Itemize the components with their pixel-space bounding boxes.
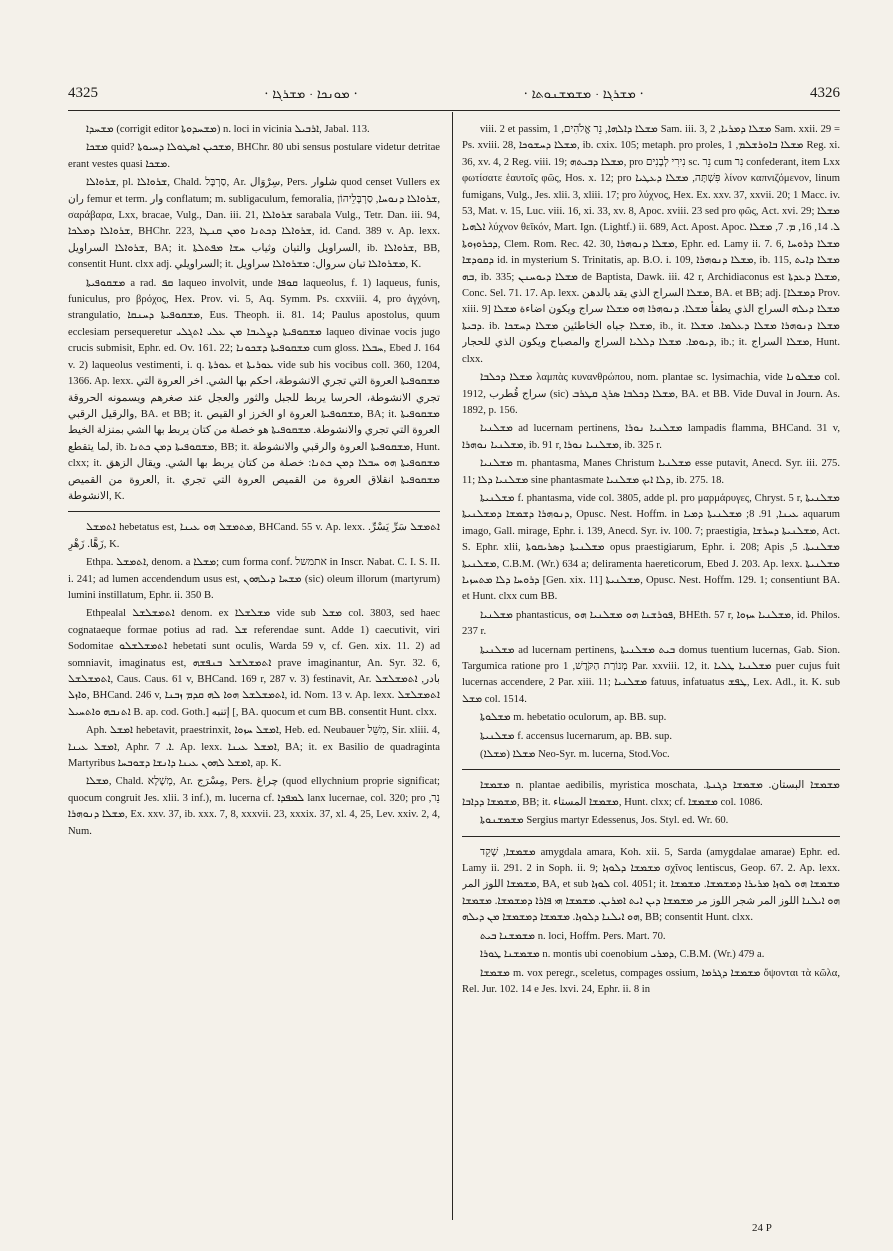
dictionary-entry: ܡܫܠܢܝܐ ad lucernam pertinens, ܡܫܠܢܝܐ ܢܘܪܐ lampadis flamma, BHCand. 31 v, ܡܫܠܢܝܐ ܢܘܗܪܐ, ib. 91 r, ܡܫܠܢܝܐ ܢܘܪܐ, ib. 325 r. bbox=[462, 423, 840, 451]
dictionary-entry: ܫܪܘܐܠܐ, pl. ܫܪܘܐܠܐ, Chald. סַרְבָּל, Ar. سِرْوَال, Pers. شلوار quod censet Vullers ex ران femur et term. وار conflatum; m. subligaculum, femoralia, ܫܪܘܐܠܐ ܕܢܘܚܐ, סַרְבָּלֵיהוֹן, σαράβαρα, Lxx, bracae, Vulg., Dan. iii. 21, ܫܪܘܐܠܐ sarabala Vulg., Tetr. Dan. iii. 94, ܫܪܘܐܠܐ ܕܡܠܟܐ, BHChr. 223, ܫܪܘܐܠܐ ܕܟܬܢܐ ܘܡܢ ܩܢܛܐ, id. Cand. 389 v. Ap. lexx. ܫܪܘܐܠܐ السراويل, BA; it. السراويل والتبان وثياب ܚܫܐ ܡܦܬܠܬܐ, ib. ܫܪܘܐܠܐ, BB, consentit Hunt. clxx adj. السراويلي; it. ܡܫܪܘܐܠܐ تبان سروال: ܡܫܪܘܐܠܐ سراويل, K. bbox=[68, 177, 440, 271]
left-page-number: 4325 bbox=[68, 84, 98, 101]
dictionary-entry: ܡܫܩܘܦܝܬܐ a rad. ܩܦ laqueo involvit, unde ܩܘܦܐ laqueolus, f. 1) laqueus, funis, funiculus, pro βρόχος, Hex. Prov. vi. 5, Aq. Symm. Ps. cxxviii. 4, pro ἀγχόνη, strangulatio, ܡܫܩܘܦܝܬܐ ܕܚܢܩܐ, Eus. Theoph. ii. 81. 14; Paulus apostolus, quum ecclesiam persequeretur ܡܫܩܘܦܝܬܐ ܕܨܠܝܒܐ ܡܢ ܥܠܝ ܐܬܓܠܝ laqueo divinae vocis jugo crucis submisit, Ephr. ed. Ov. 161. 22; ܡܫܩܘܦܝܬܐ ܕܫܟܘܢܐ cum gloss. ܚܒܠܐ, Ebed J. 164 v. 2) laqueolus vestimenti, i. q. ܥܘܪܬܐ et ܥܘܪܝܬܐ vide sub his vocibus coll. 360, 1204, 1366. Ap. lexx. ܡܫܩܘܦܝܬܐ العروة التي تجري الانشوطة، احكم بها الشي. اخر العروة التي تجري الانشوطة، الحرسا يربط للجبل والثور والعجل عند صغرهم ويسمونه الحروقة والرقيل الرقبي, BA. et BB; it. ܡܫܩܘܦܝܬܐ العروة او الخرز او القيص, BA; it. ܡܫܩܘܦܝܬܐ العروة التي تجري والانشوطة. ܡܫܩܘܦܝܬܐ هو خصلة من كتان يربط بها الشي بمنزلة الخيط لما يتقطع, ib. ܡܫܩܘܦܝܬܐ ܕܡܢ ܟܬܢܐ, BB; it. ܡܫܩܘܦܝܬܐ العروة والرقبي والانشوطة, Hunt. clxx; it. ܡܫܩܘܦܝܬܐ ܗܘ ܚܒܠܐ ܕܡܢ ܟܬܢܐ: خصلة من كتان يربط بها الشي. ويقال الزهق العروة من القميص, it. ܡܫܩܘܦܝܬܐ انقلاق العروة من القميص العروة التي تجري الانشوطة, K. bbox=[68, 276, 440, 513]
dictionary-entry: Ethpealal ܐܬܡܫܠܫܠ denom. ex ܡܫܠܫܠܐ vide sub ܡܫܠ col. 3803, sed haec cognataeque formae potius ad rad. ܫܠ referendae sunt. Adde 1) caecutivit, viri Sodomitae ܐܬܡܫܠܫܠܘ hebetati sunt oculis, Warda 59 v, cf. Gen. xix. 11. 2) ad somniavit, imaginatus est, ܐܬܡܫܠܫܠ ܒܢܦܫܗ prave imaginantur, An. Syr. 32. 6, ܐܬܡܫܠܫܠ, Caus. Caus. 61 v, BHCand. 169 r, 287 v. 3) festinavit, Ar. بادر, ܐܬܡܫܠܫܠ ܘܐܙܠ, BHCand. 246 v, ܐܬܡܫܠܫܠ ܗܘܐ ܠܗ ܩܕܡ ܙܒܢܐ, id. Nom. 13 v. Ap. lexx. ܐܬܡܫܠܫܠ ܐܬܢܒܗ ܘܐܬܚܝܠ B. ap. cod. Goth.] إتنبه [, BA. quocum et cum BB. consentit Hunt. clxx. bbox=[68, 608, 440, 718]
dictionary-entry: Ethpa. ܐܬܡܫܠ, denom. a ܡܫܠܐ; cum forma conf. אתמשל in Inscr. Nabat. C. I. S. II. i. 241; ad lumen accendendum usus est, ܡܫܚܐ ܕܝܠܗܘܢ (sic) oleum illorum (martyrum) lumini instillatum, Ephr. ii. 350 B. bbox=[68, 557, 440, 601]
dictionary-entry: ܡܫܡܫܢܘܬܐ Sergius martyr Edessenus, Jos. Styl. ed. Wr. 60. bbox=[462, 813, 840, 836]
dictionary-entry: ܡܫܠܢܝܬܐ f. accensus lucernarum, ap. BB. sup. bbox=[480, 730, 672, 742]
signature-mark: 24 P bbox=[752, 1222, 772, 1234]
dictionary-entry: ܡܫܡܫܐ m. vox peregr., sceletus, compages ossium, ܡܫܡܫܐ ܕܓܪܡܐ ὄψονται τὰ κῶλα, Rel. Jur. 102. 14 e Jes. lxvi. 24, Ephr. ii. 8 in bbox=[462, 967, 840, 995]
dictionary-entry: ܡܫܟܐ quid? ܡܫܟܝܢ ܐܣܛܘܠܐ ܕܚܝܘܬܐ, BHChr. 80 ubi sensus postulare videtur detritae erant vestes quasi ܡܫܟܐ. bbox=[68, 142, 440, 170]
right-column bbox=[462, 122, 840, 1220]
dictionary-entry: ܡܫܡܫܐ n. plantae aedibilis, myristica moschata, ܡܫܡܫܐ البستان. ܡܫܡܫܐ ܕܓܢܬܐ. ܡܫܡܫܐ ܕܕܐܒܐ, BB; it. ܡܫܡܫܐ المستاء, Hunt. clxx; cf. ܡܫܡܫܐ col. 1086. bbox=[462, 780, 840, 808]
header-rule bbox=[68, 110, 840, 111]
dictionary-entry: ܡܫܠܢܝܬܐ f. phantasma, vide col. 3805, adde pl. pro μαρμάρυγες, Chryst. 5 r, ܡܫܠܢܝܬܐ ܕܢܘܗܪܐ ܕܫܡܫܐ ܕܡܫܠܢܝܬܐ, Opusc. Nest. Hoffm. in ܥܝܢܐ, 91. 8; ܡܫܠܢܝܬܐ ܕܡܝܐ aquarum imago, Gall. mirage, Ephr. i. 139, Anecd. Syr. iv. 100. 7; praestigia, ܡܫܠܢܝܬܐ ܕܚܪܫܐ, Act. S. Ephr. xlii, ܡܫܠܢܝܬܐ ܕܣܪܝܩܘܬܐ opus praestigiarum, Ephr. i. 208; Apis ܡܫܠܢܝܬܐ. 5, ܡܫܠܢܝܬܐ, C.B.M. (Wr.) 634 a; deliramenta haereticorum, Ebed J. 203. Ap. lexx. ܡܫܠܢܝܬܐ ܕܪܘܚܐ ܕܠܐ ܡܬܚܙܝܐ [Gen. xix. 11] ܡܫܠܢܝܬܐ, Opusc. Nest. Hoffm. 129. 1; consentiunt BA. et Hunt. clxx cum BB. bbox=[462, 492, 840, 603]
dictionary-entry: ܡܫܠܐ (ܡܫܠܐ) Neo-Syr. m. lucerna, Stod.Voc. bbox=[462, 747, 840, 770]
dictionary-entry: ܡܫܠܐ ܕܟܠܒܐ λαμπὰς κυνανθρώπου, nom. plantae sc. lysimachia, vide ܡܫܠܘܢܐ col. 1912, سراج قُطرب (sic) ܡܫܠܐ ܕܟܠܒܐ ܣܪܓ ܩܛܪܒ, BA. et BB. Vide Duval in Journ. As. 1892, p. 156. bbox=[462, 372, 840, 416]
left-running-title: ⸱ ܡܘܢܟܐ ⸱ ܡܫܪܓܐ ⸱ bbox=[264, 87, 358, 102]
dictionary-entry: ܡܫܡܫܢܐ ܒܝܬ n. loci, Hoffm. Pers. Mart. 70. bbox=[480, 930, 666, 942]
dictionary-entry: ܡܫܠܘܬܐ m. hebetatio oculorum, ap. BB. sup. bbox=[480, 712, 667, 724]
dictionary-entry: Aph. ܐܡܫܠ hebetavit, praestrinxit, ܐܡܫܠ ܚܙܘܐ, Heb. ed. Neubauer מִשֵּׁל, Sir. xliii. 4, ܐܡܫܠ ܥܝܢܐ, Aphr. ܐ. 7. Ap. lexx. ܐܡܫܠ ܥܝܢܐ, BA; it. ex Basilio de quadraginta Martyribus ܐܡܫܠ ܠܗܘܢ ܥܝܢܐ ܕܐܢܫܐ ܕܫܘܒܚܐ, ap. K. bbox=[68, 725, 440, 770]
dictionary-entry: ܡܫܡܫܐ, שָׁקֵד amygdala amara, Koh. xii. 5, Sarda (amygdalae amarae) Ephr. ed. Lamy ii. 291. 2 in Soph. ii. 9; ܡܫܡܫܐ ܕܠܘܙܐ σχῖνος lentiscus, Geop. 67. 2. Ap. lexx. ܡܫܡܫܐ اللوز المر, BA, et sub ܠܘܙܐ col. 4051; it. ܡܫܡܫܐ ܗܘ ܠܘܙܐ ܡܪܝܪܐ ܕܡܫܡܫܐ. ܡܫܡܫܐ ܗܘ ܐܝܠܢܐ اللوز المر شجر اللوز مر ܡܫܡܫܐ ܕܝܢ ܐܝܬ ܐܡܪܝܢ. ܡܫܡܫܐ ܗܝ ܦܐܪܐ ܕܡܫܡܫܐ. ܡܫܡܫܐ ܗܘ ܐܝܠܢܐ ܕܠܘܙܐ. ܡܫܡܫܐ ܕܡܫܡܫܐ ܡܢ ܕܝܠܗ, BB; consentit Hunt. clxx. bbox=[462, 846, 840, 924]
column-divider bbox=[452, 112, 453, 1220]
dictionary-entry: ܐܬܡܫܠ hebetatus est, ܡܬܡܫܠ ܗܘ ܥܝܢܐ, BHCand. 55 v. Ap. lexx. ܐܬܡܫܠ سَرِّ يَسْرِّ. زَهَّا. زَهْرِ, K. bbox=[68, 522, 440, 550]
dictionary-entry: ܡܫܠܢܝܐ m. phantasma, Manes Christum ܡܫܠܢܝܐ esse putavit, Anecd. Syr. iii. 275. 11; ܡܫܠܢܝܐ ܕܠܐ sine phantasmate ܕܠܐ ܐܝܟ ܡܫܠܢܝܐ, ib. 275. 18. bbox=[462, 458, 840, 486]
right-page-number: 4326 bbox=[810, 84, 840, 101]
dictionary-entry: viii. 2 et passim, ܡܫܠܐ ܕܐܠܗܐ, נֵר אֱלֹהִים, 1 Sam. iii. 3, ܡܫܠܐ ܕܡܪܝܐ, 2 Sam. xxii. 29 = Ps. xviii. 28, ܡܫܠܐ ܕܚܫܘܟܐ, ib. cxix. 105; metaph. pro proles, ܡܫܠܐ ܒܐܘܪܫܠܡ, 1 Reg. xi. 36, xv. 4, 2 Reg. viii. 19; ܡܫܠܐ ܕܒܝܬܗ, pro נִירִי לְבָנִים sc. נֵר cum נִר confederant, item Lxx φωτίσατε ἑαυτοῖς φῶς, Hos. x. 12; pro פִּשְׁתָּה, ܡܫܠܐ ܕܥܛܝܐ λίνον καπνιζόμενον, linum fumigans, Vulg., Jes. xlii. 3, xliii. 17; pro λύχνος, Hex. Ex. xxv. 37, xxvii. 20; 1 Macc. iv. 53, Mat. v. 15, Luc. viii. 16, xi. 33, xv. 8, Apoc. xviii. 23 sed pro φῶς, Act. xvi. 29; ܡܫܠܐ ܐܠܗܝܐ λύχνον θεῖκόν, Mart. Ign. (Lightf.) ii. 689, Act. Apost. Apoc. ܠ. 14, 16, ܡ. 7, ܡܫܠܐ ܕܟܪܘܙܘܬܐ, Clem. Rom. Rec. 42. 30, ܡܫܠܐ ܕܢܘܗܪܐ, Ephr. ed. Lamy ii. 7. 6, ܡܫܠܐ ܕܪܘܚܐ ܕܩܘܕܫܐ id. in mysterium S. Trinitatis, ap. B.O. i. 109, ܡܫܠܐ ܕܢܘܗܪܐ, ib. 115, ܡܫܠܐ ܕܐܝܬ ܒܗ, ib. 335; ܡܫܠܐ ܕܝܘܚܢܢ de Baptista, Dawk. iii. 42 r, Archidiaconus est ܡܫܠܐ ܕܥܕܬܐ, Conc. Sel. 71. 17. Ap. lexx. ܡܫܠܐ السراج الذي يقد بالدهن, BA. et BB; adj. [ܕܡܫܠܐ Prov. xiii. 9] ܡܫܠܐ ܕܝܠܗ السراج الذي يطفأ ܡܫܠܐ. ܕܢܘܗܪܐ ܗܘ ܡܫܠܐ سراج ويكون اضاءة ܡܫܠܐ ܕܒܝܬܐ. ib. ܡܫܠܐ جباه الخاطئين ܡܫܠܐ ܕܚܫܟܐ, ib., it. ܡܫܠܐ ܕܢܘܗܪܐ ܡܫܠܐ ܕܥܠܡܐ. ܡܫܠܐ ܕܝܘܡܐ. ܡܫܠܐ ܕܠܠܝܐ السراج والمصباح ويكون الذي للحجار, ib.; it. ܡܫܠܐ السراج, Hunt. clxx. bbox=[462, 124, 840, 365]
dictionary-entry: ܡܫܡܫܢܐ ܛܘܪܐ n. montis ubi coenobium ܕܡܪܝ, C.B.M. (Wr.) 479 a. bbox=[480, 949, 765, 961]
left-column bbox=[68, 122, 440, 1220]
dictionary-entry: ܡܫܠܐ, Chald. מְשָׁלָא, Ar. مِسْرَج, Pers. چراغ (quod ellychnium proprie significat; quocum congruit Jes. xlii. 3 inf.), m. lucerna cf. ܠܡܦܕܐ lanx lucernae, col. 320; pro נֵר, ܡܫܠܐ ܕܢܘܗܪܐ, Ex. xxv. 37, ib. xxx. 7, 8, xxxvii. 23, xxxix. 37, xl. 4, 25, Lev. xxiv. 2, 4, Num. bbox=[68, 776, 440, 837]
page-header bbox=[68, 82, 840, 104]
dictionary-entry: ܡܫܠܢܝܐ phantasticus, ܦܘܪܫܢܐ ܗܘ ܡܫܠܢܝܐ ܗܘ, BHEth. 57 r, ܡܫܠܢܝܐ ܚܙܘܐ, id. Philos. 237 r. bbox=[462, 609, 840, 638]
dictionary-entry: ܡܫܚܕܐ (corrigit editor ܡܫܚܕܘܬܐ) n. loci in vicinia ܐܪܒܝܠ, Jabal. 113. bbox=[86, 124, 370, 135]
dictionary-entry: ܡܫܠܢܝܬܐ ad lucernam pertinens, ܒܝܬ ܡܫܠܢܝܬܐ domus tuentium lucernas, Gab. Sion. Targumica ratione pro מְנוֹרַת הַקֹּדֶשׁ, 1 Par. xxviii. 12, it. ܡܫܠܢܝܐ ܛܠܝܐ puer cujus fuit lucernas accendere, 2 Par. xiii. 11; ܡܫܠܢܝܐ fatuus, infatuatus ܛܦܫ, Lex. Adl., it. K. sub ܡܫܠ col. 1514. bbox=[462, 644, 840, 705]
right-running-title: ⸱ ܡܫܪܓܐ ⸱ ܡܫܡܫܢܘܬܐ ⸱ bbox=[523, 87, 644, 102]
